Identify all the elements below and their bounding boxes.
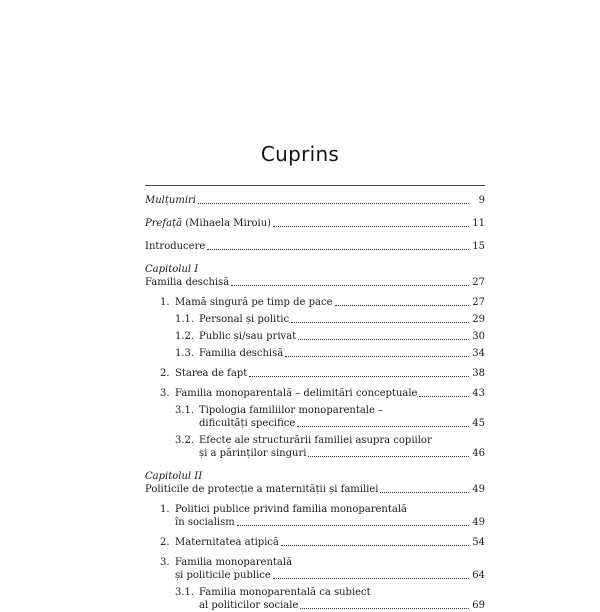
section-title-continued: dificultăți specifice: [199, 418, 296, 429]
toc-entry-1-3-1[interactable]: [145, 417, 485, 430]
section-title-continued: al politicilor sociale: [199, 600, 299, 611]
toc-entry-introducere[interactable]: [145, 240, 485, 253]
toc-entry-1-3-1-line1: [145, 404, 485, 417]
toc-entry-title: [160, 367, 247, 380]
toc-page-number: 38: [472, 368, 485, 379]
section-title: Familia monoparentală: [175, 557, 293, 568]
toc-page-number: 34: [472, 348, 485, 359]
toc-entry-1-2[interactable]: [145, 367, 485, 380]
section-number: 1.2.: [175, 331, 195, 342]
toc-entry-2-3-1[interactable]: [145, 599, 485, 612]
top-rule: [145, 185, 485, 186]
section-title: Politici publice privind familia monoparentală: [175, 504, 408, 515]
dot-leader: [291, 322, 469, 323]
section-number: 1.1.: [175, 314, 195, 325]
section-title: Personal și politic: [199, 314, 290, 325]
section-number: 2.: [160, 368, 170, 379]
dot-leader: [273, 226, 469, 227]
section-title-continued: și a părinților singuri: [199, 448, 307, 459]
toc-entry-2-3[interactable]: [145, 569, 485, 582]
section-number: 3.1.: [175, 587, 195, 598]
table-of-contents: [145, 194, 485, 612]
toc-entry-title: [145, 217, 271, 230]
toc-entry-title: [175, 330, 296, 343]
toc-page-number: 43: [472, 388, 485, 399]
toc-entry-2-3-1-line1: [145, 586, 485, 599]
toc-page-number: 45: [472, 418, 485, 429]
toc-entry-title: [160, 536, 279, 549]
toc-page-number: 29: [472, 314, 485, 325]
toc-entry-title: Mulțumiri: [145, 195, 196, 206]
toc-entry-title: [160, 387, 417, 400]
toc-entry-1-1-3[interactable]: [145, 347, 485, 360]
toc-entry-author: (Mihaela Miroiu): [182, 218, 272, 229]
chapter-label: Capitolul II: [145, 471, 203, 482]
toc-entry-multumiri[interactable]: [145, 194, 485, 207]
toc-entry-1-3-2[interactable]: [145, 447, 485, 460]
toc-entry-2-3-line1: [145, 556, 485, 569]
dot-leader: [237, 525, 469, 526]
toc-entry-title: Introducere: [145, 241, 206, 252]
section-number: 1.: [160, 297, 170, 308]
toc-page-number: 69: [472, 600, 485, 611]
dot-leader: [207, 249, 469, 250]
toc-entry-2-1[interactable]: [145, 516, 485, 529]
dot-leader: [380, 492, 469, 493]
toc-entry-chapter-2[interactable]: [145, 483, 485, 496]
toc-page-number: 9: [478, 195, 485, 206]
toc-entry-1-1-2[interactable]: [145, 330, 485, 343]
page-title: Cuprins: [260, 142, 340, 166]
toc-page-number: 30: [472, 331, 485, 342]
toc-entry-prefata[interactable]: [145, 217, 485, 230]
toc-entry-title-italic: Prefață: [145, 218, 183, 229]
section-title-continued: și politicile publice: [175, 570, 271, 581]
section-title: Tipologia familiilor monoparentale –: [199, 405, 384, 416]
section-title: Mamă singură pe timp de pace: [175, 297, 333, 308]
toc-entry-2-1-line1: [145, 503, 485, 516]
section-title: Efecte ale structurării familiei asupra copiilor: [199, 435, 432, 446]
chapter-label: Capitolul I: [145, 264, 199, 275]
toc-entry-title: Politicile de protecție a maternității și familiei: [145, 484, 379, 495]
section-title: Maternitatea atipică: [175, 537, 279, 548]
toc-page-number: 11: [472, 218, 485, 229]
section-number: 2.: [160, 537, 170, 548]
dot-leader: [300, 608, 469, 609]
toc-page-number: 54: [472, 537, 485, 548]
section-number: 1.: [160, 504, 170, 515]
dot-leader: [281, 545, 469, 546]
dot-leader: [198, 203, 469, 204]
toc-entry-1-1-1[interactable]: [145, 313, 485, 326]
toc-page-number: 15: [472, 241, 485, 252]
toc-entry-2-2[interactable]: [145, 536, 485, 549]
toc-page-number: 64: [472, 570, 485, 581]
section-title: Public și/sau privat: [199, 331, 297, 342]
toc-page-number: 27: [472, 277, 485, 288]
dot-leader: [335, 305, 469, 306]
toc-entry-title: [175, 347, 283, 360]
toc-entry-title: [160, 296, 333, 309]
toc-entry-chapter-1[interactable]: [145, 276, 485, 289]
dot-leader: [249, 376, 469, 377]
section-title: Starea de fapt: [175, 368, 248, 379]
section-number: 1.3.: [175, 348, 195, 359]
dot-leader: [298, 339, 469, 340]
section-title-continued: în socialism: [175, 517, 235, 528]
dot-leader: [231, 285, 469, 286]
section-title: Familia monoparentală ca subiect: [199, 587, 371, 598]
toc-entry-1-3[interactable]: [145, 387, 485, 400]
toc-entry-title: Familia deschisă: [145, 277, 230, 288]
toc-page-number: 49: [472, 484, 485, 495]
section-title: Familia monoparentală – delimitări conceptuale: [175, 388, 418, 399]
toc-page-number: 27: [472, 297, 485, 308]
toc-entry-1-3-2-line1: [145, 434, 485, 447]
section-number: 3.: [160, 388, 170, 399]
dot-leader: [273, 578, 469, 579]
dot-leader: [285, 356, 469, 357]
toc-page-number: 46: [472, 448, 485, 459]
toc-entry-1-1[interactable]: [145, 296, 485, 309]
toc-entry-title: [175, 313, 289, 326]
toc-page-number: 49: [472, 517, 485, 528]
section-number: 3.: [160, 557, 170, 568]
dot-leader: [419, 396, 469, 397]
section-number: 3.2.: [175, 435, 195, 446]
section-title: Familia deschisă: [199, 348, 284, 359]
dot-leader: [297, 426, 469, 427]
section-number: 3.1.: [175, 405, 195, 416]
dot-leader: [308, 456, 469, 457]
